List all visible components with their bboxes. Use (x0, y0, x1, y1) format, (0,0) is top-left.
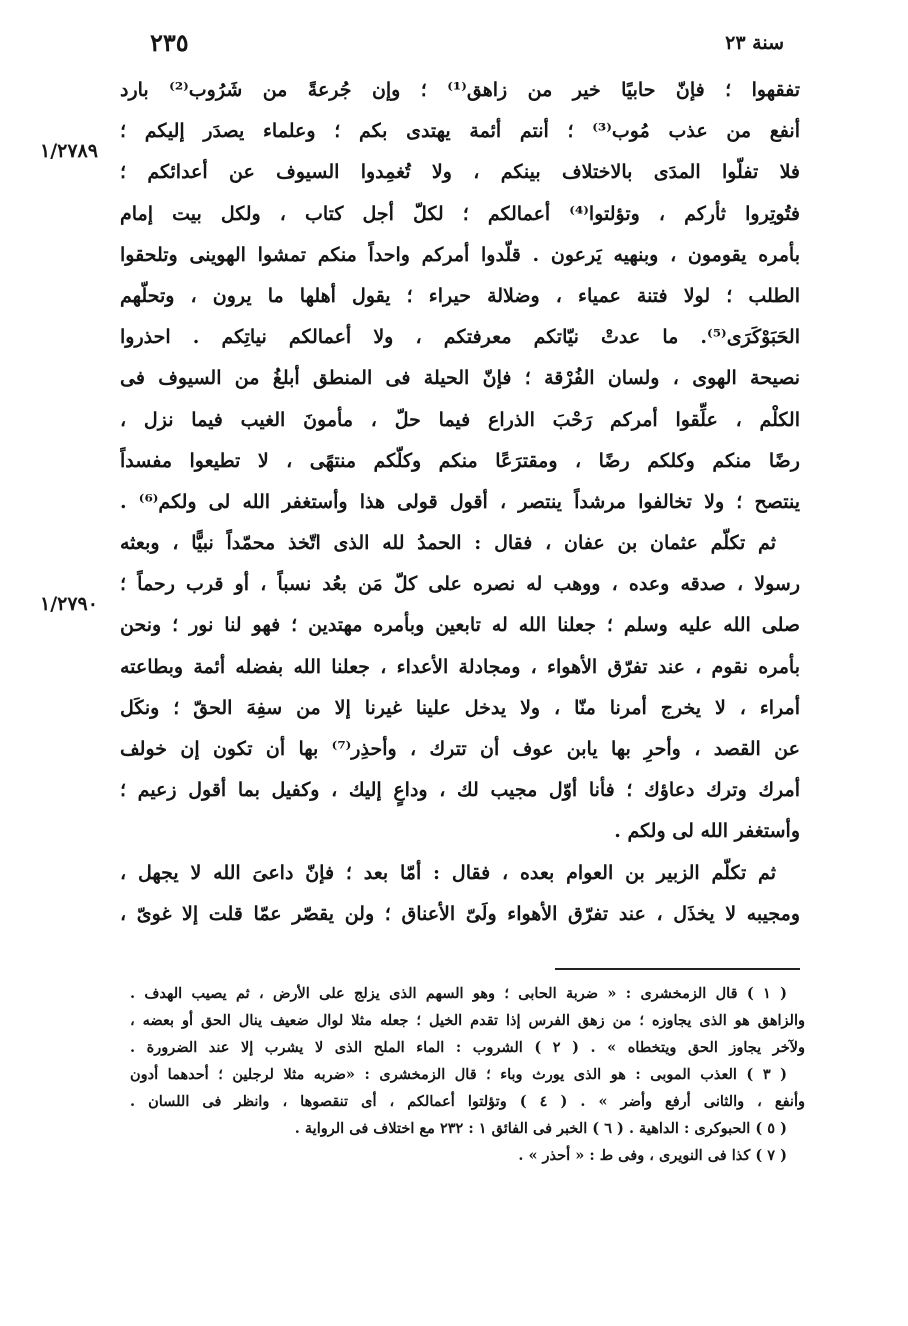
text-line: أنفع من عذب مُوب⁽³⁾ ؛ أنتم أئمة يهتدى بكم ؛ وعلماء يصدَر إليكم ؛ (120, 120, 800, 143)
text-line: نصيحة الهوى ، ولسان الفُرْقة ؛ فإنّ الحيلة فى المنطق أبلغُ من السيوف فى (120, 367, 800, 390)
footnote-separator (555, 968, 800, 970)
main-text (120, 70, 800, 935)
footnote-line: ( ١ ) قال الزمخشرى : « ضربة الحابى ؛ وهو السهم الذى يزلج على الأرض ، ثم يصيب الهدف . (130, 985, 787, 1002)
text-line: بأمره نقوم ، عند تفرّق الأهواء ، ومجادلة الأعداء ، جعلنا الله بفضله أئمة وبطاعته (120, 655, 800, 678)
text-line: بأمره يقومون ، وبنهيه يَرعون . قلّدوا أمركم واحداً منكم تمشوا الهوينى وتلحقوا (120, 243, 800, 266)
page-number: ٢٣٥ (150, 28, 189, 57)
paragraph-first-line: ثم تكلّم الزبير بن العوام بعده ، فقال : أمّا بعد ؛ فإنّ داعىَ الله لا يجهل ، (120, 861, 776, 884)
margin-reference: ١/٢٧٩٠ (40, 593, 98, 615)
text-line: الطلب ؛ لولا فتنة عمياء ، وضلالة حيراء ؛ يقول أهلها ما يرون ، وتحلّهم (120, 284, 800, 307)
text-line: تفقهوا ؛ فإنّ حابيًا خير من زاهق⁽¹⁾ ؛ وإن جُرعةً من شَرُوب⁽²⁾ بارد (120, 79, 800, 101)
text-line: صلى الله عليه وسلم ؛ جعلنا الله له تابعين وبأمره مهتدين ؛ فهو لنا نور ؛ ونحن (120, 614, 800, 637)
text-line: وأستغفر الله لى ولكم . (614, 820, 800, 843)
running-head: سنة ٢٣ (725, 32, 784, 54)
text-line: أمراء ، لا يخرج أمرنا منّا ، ولا يدخل علينا غيرنا إلا من سفِهَ الحقّ ؛ ونكَل (120, 696, 800, 719)
text-line: الحَبَوْكَرَى⁽⁵⁾. ما عدتْ نيّاتكم معرفتكم ، ولا أعمالكم نياتِكم . احذروا (120, 326, 800, 349)
footnotes (130, 980, 805, 1169)
footnote-line: وأنفع ، والثانى أرفع وأضر » . ( ٤ ) وتؤلتوا أعمالكم ، أى تنقصوها ، وانظر فى اللسان . (130, 1093, 805, 1110)
text-line: رسولا ، صدقه وعده ، ووهب له نصره على كلّ مَن بعُد نسباً ، أو قرب رحماً ؛ (120, 573, 800, 596)
text-line: فتُوتِروا ثأركم ، وتؤلتوا⁽⁴⁾ أعمالكم ؛ لكلّ أجل كتاب ، ولكل بيت إمام (120, 202, 800, 225)
footnote-line: ( ٧ ) كذا فى النويرى ، وفى ط : « أحذر » . (518, 1147, 787, 1164)
margin-reference: ١/٢٧٨٩ (40, 140, 98, 162)
footnote-line: والزاهق هو الذى يجاوزه ؛ من زهق الفرس إذا تقدم الخيل ؛ جعله مثلا لوال ضعيف ينال الحق أو بعضه ، (130, 1012, 805, 1029)
text-line: عن القصد ، وأحرِ بها يابن عوف أن تترك ، وأحذِر⁽⁷⁾ بها أن تكون إن خولف (120, 738, 800, 760)
page-header (150, 28, 784, 64)
footnote-line: ( ٥ ) الحبوكرى : الداهية . ( ٦ ) الخبر فى الفائق ١ : ٢٣٢ مع اختلاف فى الرواية . (294, 1120, 787, 1137)
text-line: ومجيبه لا يخذَل ، عند تفرّق الأهواء ولَىّ الأعناق ؛ ولن يقصّر عمّا قلت إلا غوىّ ، (120, 902, 800, 925)
footnote-line: ولآخر يجاوز الحق ويتخطاه » . ( ٢ ) الشروب : الماء الملح الذى لا يشرب إلا عند الضرورة . (130, 1039, 805, 1056)
text-line: فلا تفلّوا المدَى بالاختلاف بينكم ، ولا تُغمِدوا السيوف عن أعدائكم ؛ (120, 161, 800, 184)
text-line: أمرك وترك دعاؤك ؛ فأنا أوّل مجيب لك ، وداعٍ إليك ، وكفيل بما أقول زعيم ؛ (120, 779, 800, 802)
footnote-line: ( ٣ ) العذب الموبى : هو الذى يورث وباء ؛ قال الزمخشرى : «ضربه مثلا لرجلين ؛ أحدهما أدون (130, 1066, 787, 1083)
text-line: ينتصح ؛ ولا تخالفوا مرشداً ينتصر ، أقول قولى هذا وأستغفر الله لى ولكم⁽⁶⁾ . (120, 490, 800, 513)
text-line: رضًا منكم وكلكم رضًا ، ومقترَعًا منكم وكلّكم منتهًى ، لا تطيعوا مفسداً (120, 449, 800, 472)
paragraph-first-line: ثم تكلّم عثمان بن عفان ، فقال : الحمدُ لله الذى اتّخذ محمّداً نبيًّا ، وبعثه (120, 532, 776, 555)
text-line: الكلْم ، علِّقوا أمركم رَحْبَ الذراع فيما حلّ ، مأمونَ الغيب فيما نزل ، (120, 408, 800, 431)
